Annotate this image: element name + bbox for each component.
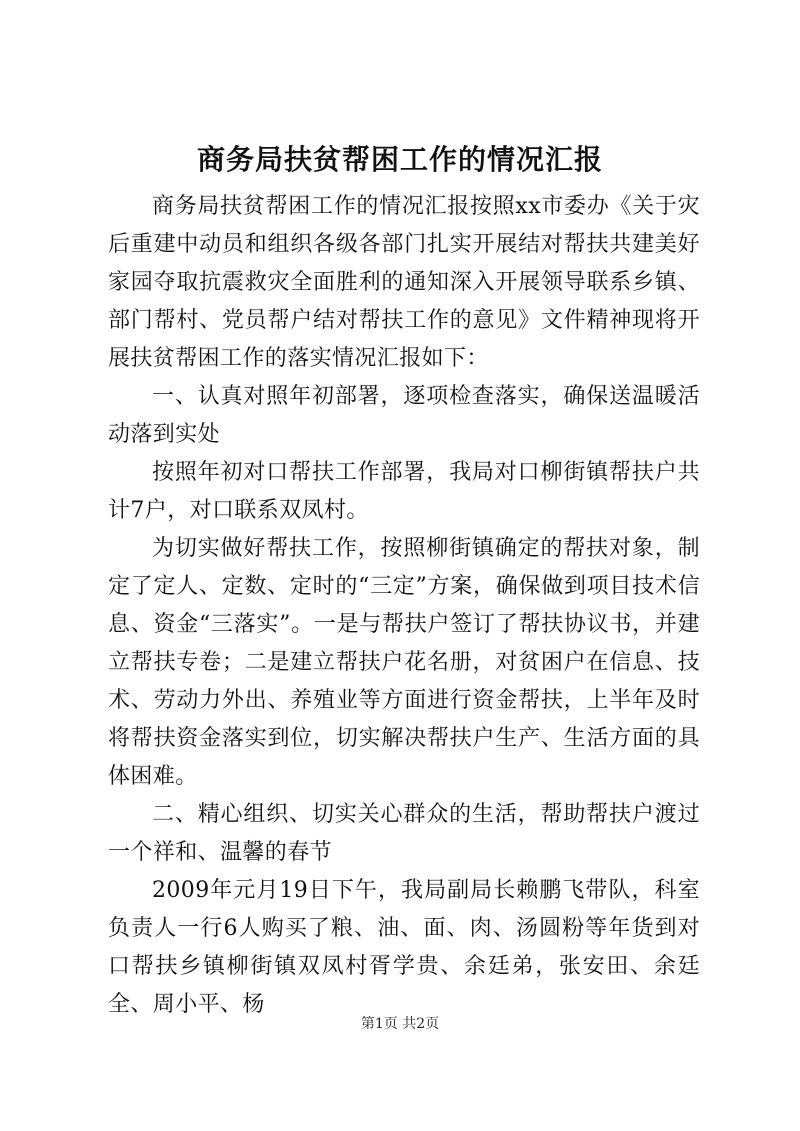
paragraph-visit: 2009年元月19日下午，我局副局长赖鹏飞带队，科室负责人一行6人购买了粮、油、面、肉、汤圆粉等年货到对口帮扶乡镇柳街镇双凤村胥学贵、余廷弟，张安田、余廷全、周小平、杨 xyxy=(108,878,700,1017)
paragraph-intro: 商务局扶贫帮困工作的情况汇报按照xx市委办《关于灾后重建中动员和组织各级各部门扎实开展结对帮扶共建美好家园夺取抗震救灾全面胜利的通知深入开展领导联系乡镇、部门帮村、党员帮户结对帮扶工作的意见》文件精神现将开展扶贫帮困工作的落实情况汇报如下： xyxy=(108,194,700,371)
section-heading-one: 一、认真对照年初部署，逐项检查落实，确保送温暖活动落到实处 xyxy=(108,384,700,447)
paragraph-measures: 为切实做好帮扶工作，按照柳街镇确定的帮扶对象，制定了定人、定数、定时的“三定”方案，确保做到项目技术信息、资金“三落实”。一是与帮扶户签订了帮扶协议书，并建立帮扶专卷；二是建立帮扶户花名册，对贫困户在信息、技术、劳动力外出、养殖业等方面进行资金帮扶，上半年及时将帮扶资金落实到位，切实解决帮扶户生产、生活方面的具体困难。 xyxy=(108,536,700,789)
document-body xyxy=(108,188,700,1024)
document-title: 商务局扶贫帮困工作的情况汇报 xyxy=(196,143,603,176)
paragraph-assignment: 按照年初对口帮扶工作部署，我局对口柳街镇帮扶户共计7户，对口联系双凤村。 xyxy=(108,460,700,523)
section-heading-two: 二、精心组织、切实关心群众的生活，帮助帮扶户渡过一个祥和、温馨的春节 xyxy=(108,802,700,865)
page-number-footer: 第1页 共2页 xyxy=(360,1016,440,1032)
